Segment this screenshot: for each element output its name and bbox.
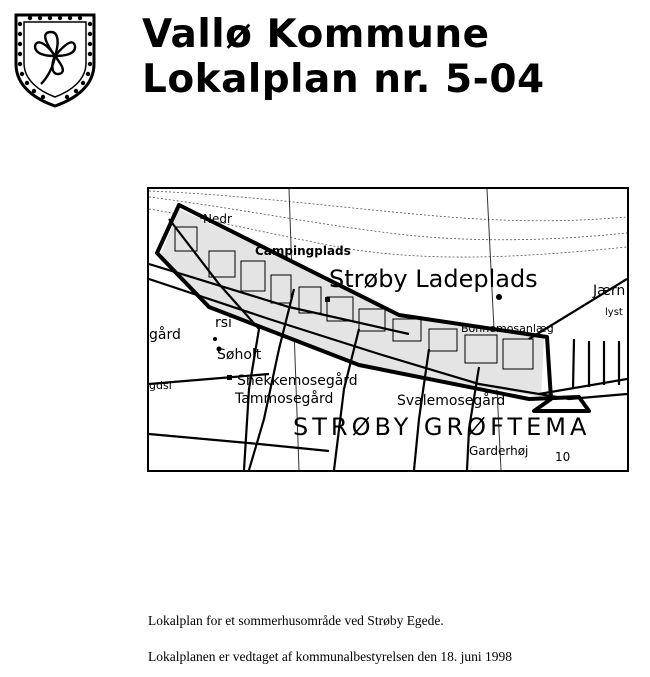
location-map [147,187,629,472]
label-gaard: gård [149,327,181,343]
label-bonnemosanlaeg: Bonnemosanlæg [461,322,554,335]
caption-adoption: Lokalplanen er vedtaget af kommunalbestyrelsen den 18. juni 1998 [148,649,513,664]
label-snekkemosegaard: Snekkemosegård [237,373,358,389]
map-drawing [149,189,627,470]
label-gaarderhoej: Garderhøj [469,444,529,458]
municipal-crest [13,12,97,108]
label-tammosegaard: Tammosegård [235,391,334,407]
page-title [142,12,545,102]
label-jaern: Jærn [593,283,626,299]
label-gdsi: gdsi [149,379,172,392]
clover-shield-icon [13,12,97,108]
label-groeftema: STRØBY GRØFTEMA [293,413,591,441]
label-lyst: lyst [605,307,623,318]
label-ten: 10 [555,450,571,464]
label-nedre: Nedr [203,212,232,226]
label-svalemosegaard: Svalemosegård [397,393,506,409]
label-stroby-ladeplads: Strøby Ladeplads [329,265,538,293]
caption-description: Lokalplan for et sommerhusområde ved Strøby Egede. [148,613,444,628]
label-soeholt: Søholt [217,347,262,363]
built-area [159,209,544,397]
label-campingplads: Campingplads [255,244,351,258]
title-municipality: Vallø Kommune [142,12,490,57]
title-plan-number: Lokalplan nr. 5-04 [142,57,545,102]
label-rsi: rsi [215,315,232,331]
